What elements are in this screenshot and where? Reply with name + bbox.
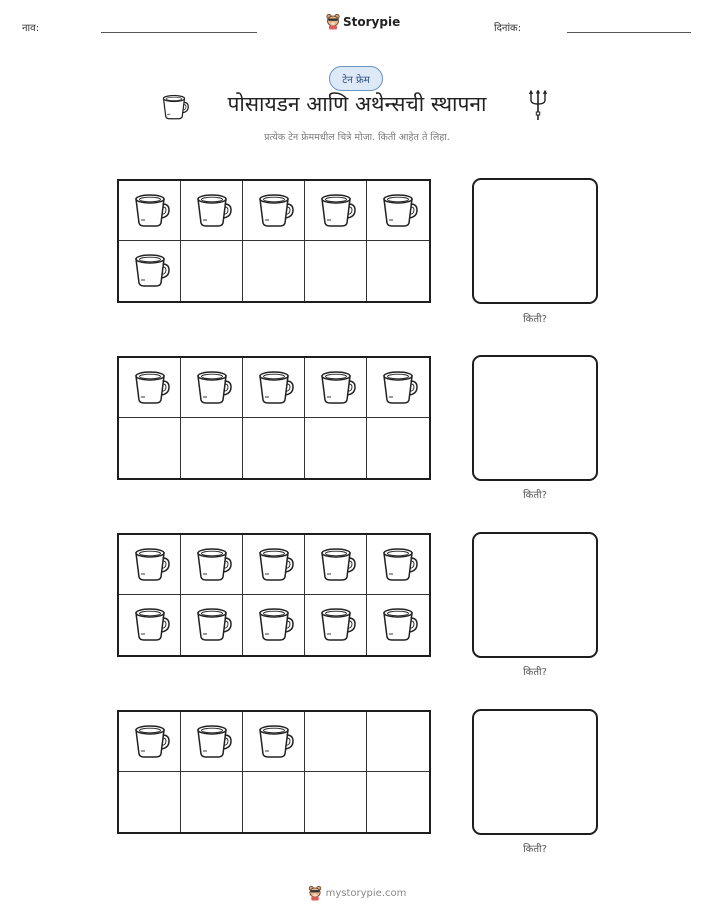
ten-frame-cell: [243, 595, 305, 655]
cup-icon: [130, 603, 170, 647]
topic-badge: टेन फ्रेम: [329, 66, 383, 91]
cup-icon: [254, 543, 294, 587]
date-field-line[interactable]: [567, 32, 691, 33]
ten-frame-1: [117, 179, 431, 303]
brand-name: Storypie: [343, 14, 401, 29]
cup-icon: [130, 189, 170, 233]
ten-frame-cell: [305, 595, 367, 655]
footer: [0, 885, 714, 901]
ten-frame-cell: [367, 241, 429, 301]
ten-frame-3: [117, 533, 431, 657]
cup-icon: [316, 543, 356, 587]
cup-icon: [192, 189, 232, 233]
ten-frame-cell: [119, 772, 181, 832]
ten-frame-cell: [181, 595, 243, 655]
answer-box-3[interactable]: [472, 532, 598, 658]
cup-icon: [316, 366, 356, 410]
ten-frame-cell: [243, 418, 305, 478]
date-label: दिनांक:: [494, 23, 522, 34]
ten-frame-cell: [119, 712, 181, 772]
answer-box-1[interactable]: [472, 178, 598, 304]
ten-frame-cell: [181, 535, 243, 595]
ten-frame-cell: [119, 241, 181, 301]
cup-icon: [378, 366, 418, 410]
bear-mascot-icon: [326, 13, 340, 30]
ten-frame-cell: [181, 241, 243, 301]
cup-icon: [378, 543, 418, 587]
ten-frame-cell: [243, 241, 305, 301]
answer-label-2: किती?: [523, 490, 547, 501]
storypie-logo: [326, 13, 400, 30]
trident-icon: [528, 90, 548, 126]
bear-mascot-icon: [308, 885, 322, 901]
cup-icon: [130, 249, 170, 293]
ten-frame-cell: [367, 535, 429, 595]
name-label: नाव:: [22, 23, 40, 34]
cup-icon: [254, 720, 294, 764]
ten-frame-cell: [305, 181, 367, 241]
page-title: पोसायडन आणि अथेन्सची स्थापना: [227, 92, 487, 116]
ten-frame-cell: [243, 772, 305, 832]
ten-frame-cell: [119, 358, 181, 418]
ten-frame-cell: [243, 712, 305, 772]
footer-url: mystorypie.com: [325, 887, 407, 899]
cup-icon: [192, 720, 232, 764]
cup-icon: [254, 603, 294, 647]
ten-frame-cell: [181, 772, 243, 832]
ten-frame-cell: [181, 712, 243, 772]
ten-frame-cell: [243, 181, 305, 241]
ten-frame-4: [117, 710, 431, 834]
ten-frame-cell: [367, 595, 429, 655]
name-field-line[interactable]: [101, 32, 257, 33]
ten-frame-cell: [367, 712, 429, 772]
ten-frame-cell: [367, 418, 429, 478]
cup-icon: [192, 366, 232, 410]
cup-icon: [316, 603, 356, 647]
ten-frame-cell: [119, 595, 181, 655]
ten-frame-cell: [119, 181, 181, 241]
cup-icon: [254, 366, 294, 410]
cup-icon: [378, 603, 418, 647]
ten-frame-cell: [119, 418, 181, 478]
answer-label-4: किती?: [523, 844, 547, 855]
ten-frame-cell: [305, 772, 367, 832]
cup-icon: [130, 366, 170, 410]
ten-frame-2: [117, 356, 431, 480]
ten-frame-cell: [181, 418, 243, 478]
answer-box-4[interactable]: [472, 709, 598, 835]
ten-frame-cell: [119, 535, 181, 595]
ten-frame-cell: [243, 358, 305, 418]
ten-frame-cell: [305, 241, 367, 301]
ten-frame-cell: [181, 181, 243, 241]
ten-frame-cell: [243, 535, 305, 595]
answer-label-3: किती?: [523, 667, 547, 678]
instructions: प्रत्येक टेन फ्रेममधील चित्रे मोजा. किती आहेत ते लिहा.: [264, 132, 450, 143]
answer-label-1: किती?: [523, 314, 547, 325]
cup-icon: [192, 543, 232, 587]
ten-frame-cell: [305, 712, 367, 772]
ten-frame-cell: [367, 181, 429, 241]
cup-icon: [130, 720, 170, 764]
cup-icon: [192, 603, 232, 647]
cup-icon: [316, 189, 356, 233]
cup-icon: [254, 189, 294, 233]
ten-frame-cell: [305, 418, 367, 478]
ten-frame-cell: [305, 358, 367, 418]
cup-icon: [378, 189, 418, 233]
ten-frame-cell: [367, 772, 429, 832]
ten-frame-cell: [181, 358, 243, 418]
ten-frame-cell: [367, 358, 429, 418]
ten-frame-cell: [305, 535, 367, 595]
answer-box-2[interactable]: [472, 355, 598, 481]
cup-icon: [130, 543, 170, 587]
